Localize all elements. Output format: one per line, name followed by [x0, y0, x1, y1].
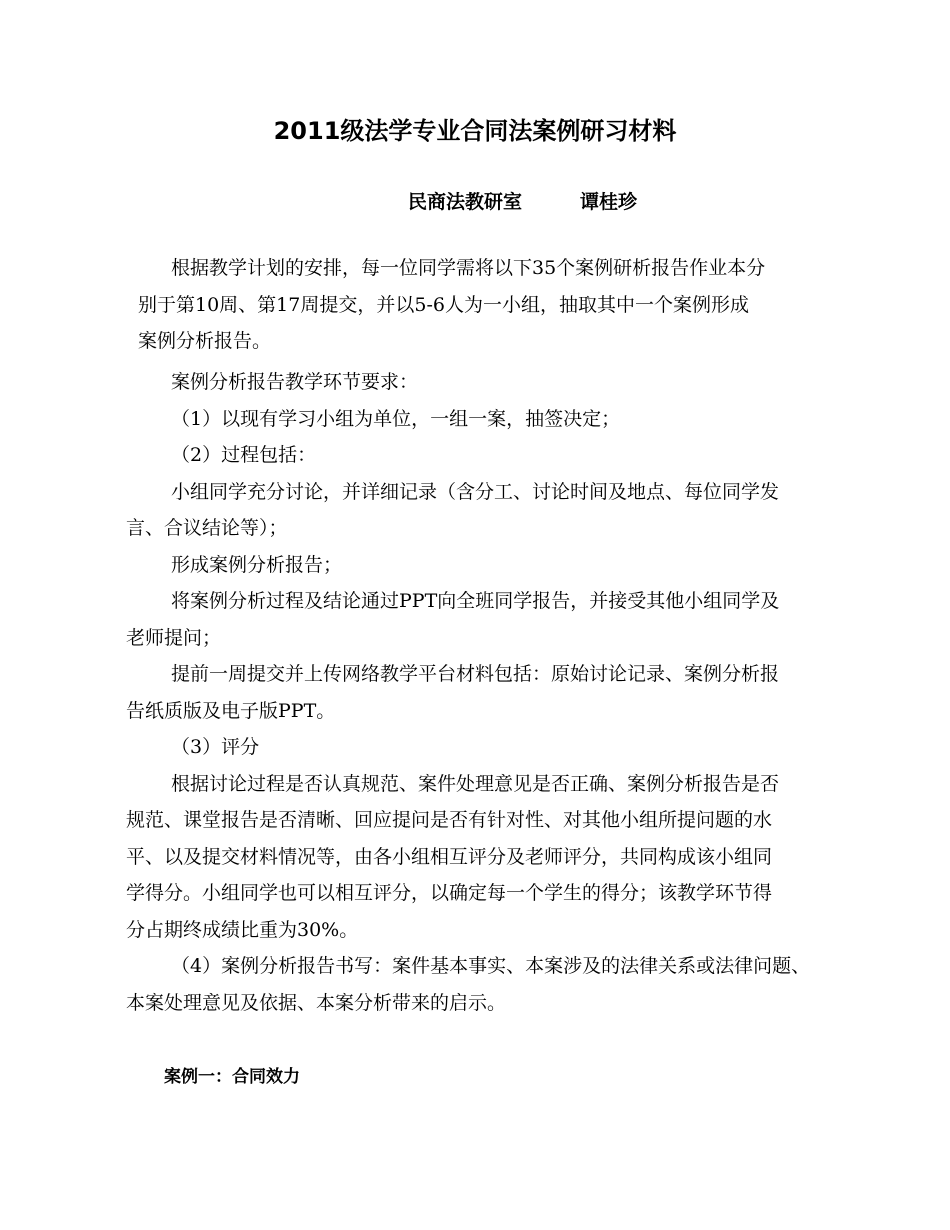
text-line: 学得分。小组同学也可以相互评分，以确定每一个学生的得分；该教学环节得 — [126, 882, 773, 904]
byline-author: 谭桂珍 — [580, 191, 638, 213]
paragraph: 形成案例分析报告； — [171, 553, 343, 576]
document-title: 2011级法学专业合同法案例研习材料 — [273, 117, 677, 145]
case-heading: 案例一：合同效力 — [164, 1067, 300, 1087]
requirements-section — [126, 364, 886, 1021]
text-line: 根据教学计划的安排，每一位同学需将以下35个案例研析报告作业本分 — [171, 257, 766, 279]
paragraph: （3）评分 — [171, 736, 260, 758]
text-line: 根据讨论过程是否认真规范、案件处理意见是否正确、案例分析报告是否 — [171, 772, 780, 795]
paragraph — [126, 948, 886, 1021]
paragraph — [126, 766, 886, 949]
paragraph — [126, 583, 886, 656]
text-line: 规范、课堂报告是否清晰、回应提问是否有针对性、对其他小组所提问题的水 — [126, 809, 773, 831]
text-line: 将案例分析过程及结论通过PPT向全班同学报告，并接受其他小组同学及 — [171, 590, 780, 612]
text-line: （4）案例分析报告书写：案件基本事实、本案涉及的法律关系或法律问题、 — [171, 955, 811, 977]
text-line: 分占期终成绩比重为30%。 — [126, 918, 359, 941]
text-line: 言、合议结论等）； — [126, 517, 288, 539]
text-line: 告纸质版及电子版PPT。 — [126, 699, 336, 722]
paragraph: 案例分析报告教学环节要求： — [171, 371, 419, 393]
text-line: 本案处理意见及依据、本案分析带来的启示。 — [126, 991, 507, 1014]
paragraph — [126, 656, 886, 729]
byline — [408, 188, 637, 216]
paragraph: （2）过程包括： — [171, 444, 317, 466]
text-line: 平、以及提交材料情况等，由各小组相互评分及老师评分，共同构成该小组同 — [126, 845, 773, 868]
text-line: 提前一周提交并上传网络教学平台材料包括：原始讨论记录、案例分析报 — [171, 663, 780, 685]
paragraph — [126, 474, 886, 547]
text-line: 老师提问； — [126, 626, 222, 649]
text-line: 案例分析报告。 — [138, 330, 272, 352]
intro-paragraph — [126, 250, 886, 360]
text-line: 小组同学充分讨论，并详细记录（含分工、讨论时间及地点、每位同学发 — [171, 480, 780, 503]
text-line: 别于第10周、第17周提交，并以5-6人为一小组，抽取其中一个案例形成 — [138, 293, 749, 316]
paragraph: （1）以现有学习小组为单位，一组一案，抽签决定； — [171, 407, 621, 430]
byline-department: 民商法教研室 — [408, 191, 523, 213]
